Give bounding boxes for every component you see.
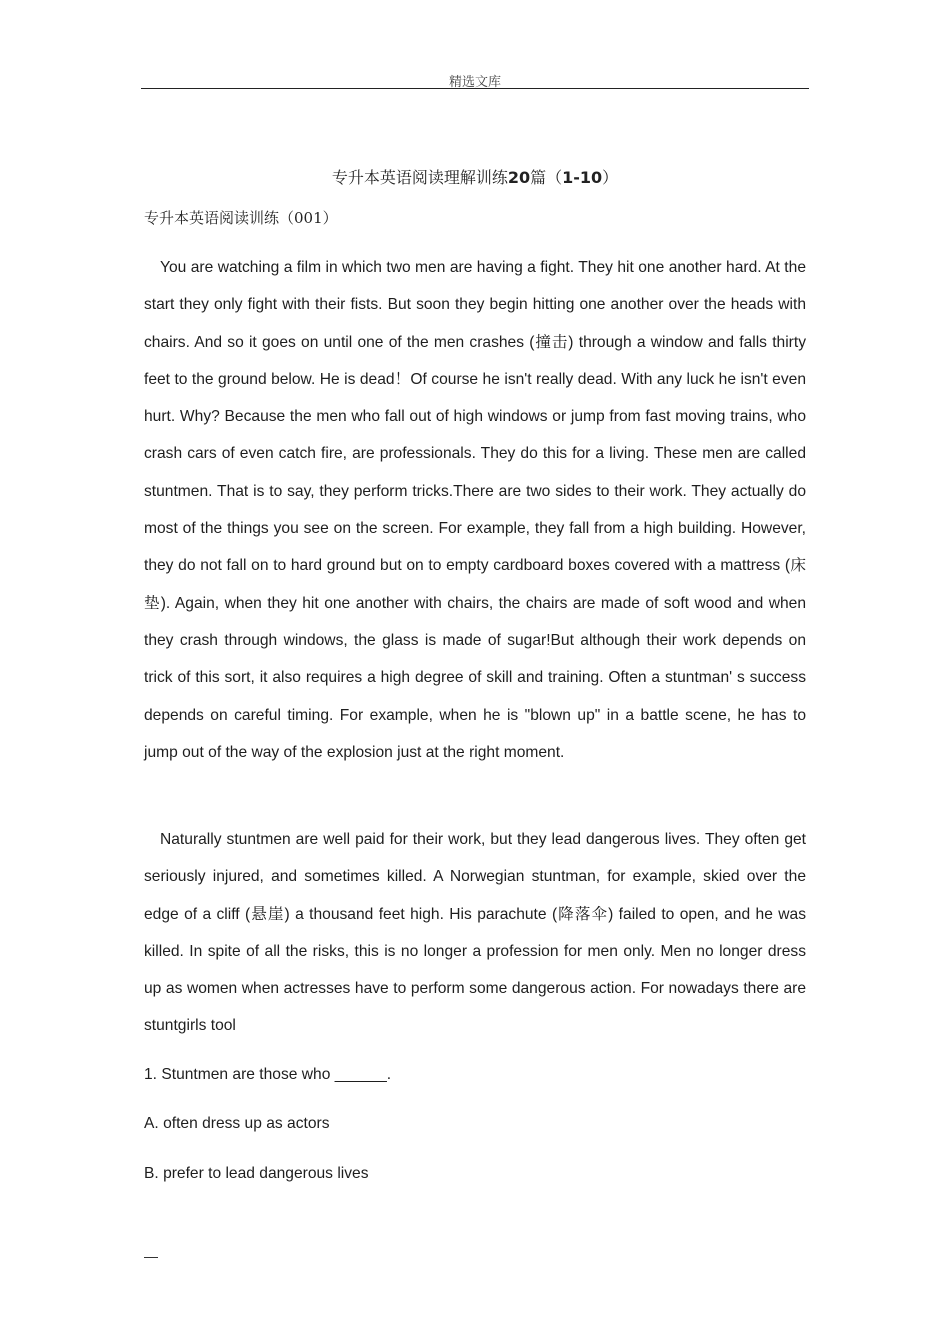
document-title bbox=[0, 165, 950, 188]
title-suffix: ） bbox=[602, 168, 619, 187]
title-count: 20 bbox=[507, 168, 531, 187]
header-divider bbox=[141, 88, 809, 89]
option-a: A. often dress up as actors bbox=[144, 1115, 330, 1132]
title-prefix: 专升本英语阅读理解训练 bbox=[331, 168, 508, 187]
question-1: 1. Stuntmen are those who ______. bbox=[144, 1066, 392, 1083]
option-b: B. prefer to lead dangerous lives bbox=[144, 1165, 369, 1182]
section-heading: 专升本英语阅读训练（001） bbox=[144, 209, 338, 227]
paragraph-1: You are watching a film in which two men are having a fight. They hit one another hard. At the start they only fight with their fists. But soon they begin hitting one another over the heads with chairs. And so it goes on until one of the men crashes (撞击) through a window and falls thirty feet to the ground below. He is dead！Of course he isn't really dead. With any luck he isn't even hurt. Why? Because the men who fall out of high windows or jump from fast moving trains, who crash cars of even catch fire, are professionals. They do this for a living. These men are called stuntmen. That is to say, they perform tricks.There are two sides to their work. They actually do most of the things you see on the screen. For example, they fall from a high building. However, they do not fall on to hard ground but on to empty cardboard boxes covered with a mattress (床垫). Again, when they hit one another with chairs, the chairs are made of soft wood and when they crash through windows, the glass is made of sugar!But although their work depends on trick of this sort, it also requires a high degree of skill and training. Often a stuntman' s success depends on careful timing. For example, when he is "blown up" in a battle scene, he has to jump out of the way of the explosion just at the right moment. bbox=[144, 259, 806, 761]
title-range: 1-10 bbox=[562, 168, 603, 187]
title-mid: 篇（ bbox=[530, 168, 563, 187]
paragraph-2: Naturally stuntmen are well paid for their work, but they lead dangerous lives. They often get seriously injured, and sometimes killed. A Norwegian stuntman, for example, skied over the edge of a cliff (悬崖) a thousand feet high. His parachute (降落伞) failed to open, and he was killed. In spite of all the risks, this is no longer a profession for men only. Men no longer dress up as women when actresses have to perform some dangerous action. For nowadays there are stuntgirls tool bbox=[144, 831, 806, 1035]
header-label: 精选文库 bbox=[448, 75, 501, 90]
footer-dash-icon bbox=[144, 1257, 158, 1258]
